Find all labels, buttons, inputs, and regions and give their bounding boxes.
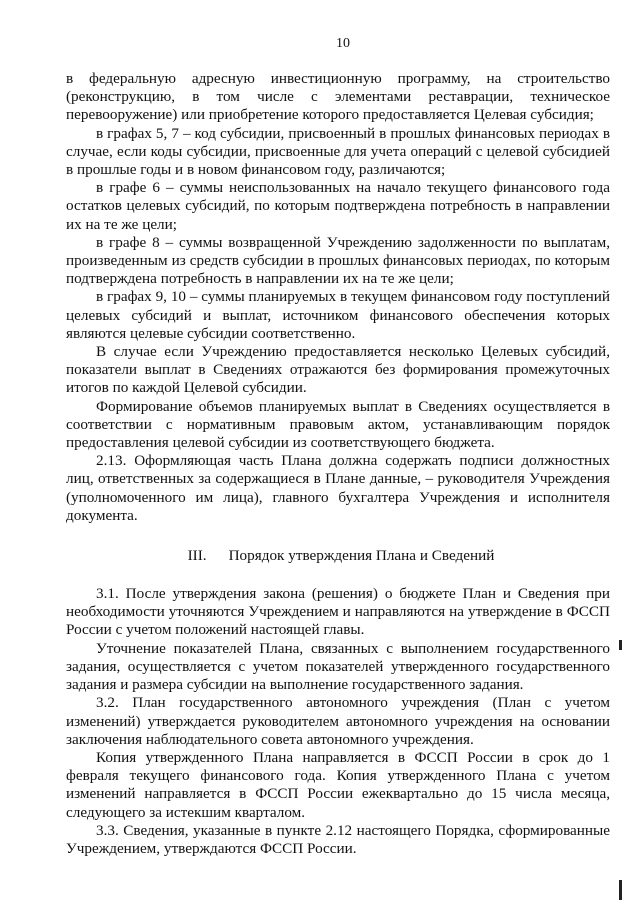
- paragraph-3-2: 3.2. План государственного автономного учреждения (План с учетом изменений) утверждается руководителем автономного учреждения на основании заключения наблюдательного совета автономного учреждения.: [66, 694, 610, 748]
- paragraph-column-6: в графе 6 – суммы неиспользованных на начало текущего финансового года остатков целевых субсидий, по которым подтверждена потребность в направлении их на те же цели;: [66, 179, 610, 233]
- paragraph-plan-copy: Копия утвержденного Плана направляется в ФССП России в срок до 1 февраля текущего финансового года. Копия утвержденного Плана с учетом изменений направляется в ФССП России ежеквартально до 15 числа месяца, следующего за истекшим кварталом.: [66, 748, 610, 821]
- paragraph-3-1: 3.1. После утверждения закона (решения) о бюджете План и Сведения при необходимости уточняются Учреждением и направляются на утверждение в ФССП России с учетом положений настоящей главы.: [66, 585, 610, 639]
- section-3-number: III.: [187, 547, 207, 565]
- section-3-body: [66, 585, 610, 858]
- paragraph-columns-5-7: в графах 5, 7 – код субсидии, присвоенный в прошлых финансовых периодах в случае, если коды субсидии, присвоенные для учета операций с целевой субсидией в прошлые годы и в новом финансовом году, различаются;: [66, 124, 610, 179]
- paragraph-state-task: Уточнение показателей Плана, связанных с выполнением государственного задания, осуществляется с учетом показателей утвержденного государственного задания и размера субсидии на выполнение государственного задания.: [66, 639, 610, 694]
- section-3-heading: [66, 547, 610, 565]
- paragraph-payment-volumes: Формирование объемов планируемых выплат в Сведениях осуществляется в соответствии с нормативным правовым актом, устанавливающим порядок предоставления целевой субсидии из соответствующего бюджета.: [66, 397, 610, 452]
- paragraph-column-8: в графе 8 – суммы возвращенной Учреждению задолженности по выплатам, произведенным из средств субсидии в прошлых финансовых периодах, по которым подтверждена потребность в направлении их на те же цели;: [66, 233, 610, 288]
- paragraph-columns-9-10: в графах 9, 10 – суммы планируемых в текущем финансовом году поступлений целевых субсидий и выплат, источником финансового обеспечения которых являются целевые субсидии соответственно.: [66, 288, 610, 342]
- scan-edge-mark: [619, 880, 622, 900]
- paragraph-3-3: 3.3. Сведения, указанные в пункте 2.12 настоящего Порядка, сформированные Учреждением, утверждаются ФССП России.: [66, 821, 610, 857]
- section-3-title: Порядок утверждения Плана и Сведений: [228, 547, 495, 565]
- paragraph-2-13: 2.13. Оформляющая часть Плана должна содержать подписи должностных лиц, ответственных за содержащиеся в Плане данные, – руководителя Учреждения (уполномоченного им лица), главного бухгалтера Учреждения и исполнителя документа.: [66, 452, 610, 524]
- paragraph-multiple-subsidies: В случае если Учреждению предоставляется несколько Целевых субсидий, показатели выплат в Сведениях отражаются без формирования промежуточных итогов по каждой Целевой субсидии.: [66, 343, 610, 397]
- paragraph-investment-program: в федеральную адресную инвестиционную программу, на строительство (реконструкцию, в том числе с элементами реставрации, техническое перевооружение) или приобретение которого предоставляется Целевая субсидия;: [66, 70, 610, 124]
- scan-edge-mark: [619, 640, 622, 650]
- section-2-continuation: [66, 70, 610, 525]
- page-number: 10: [336, 36, 350, 51]
